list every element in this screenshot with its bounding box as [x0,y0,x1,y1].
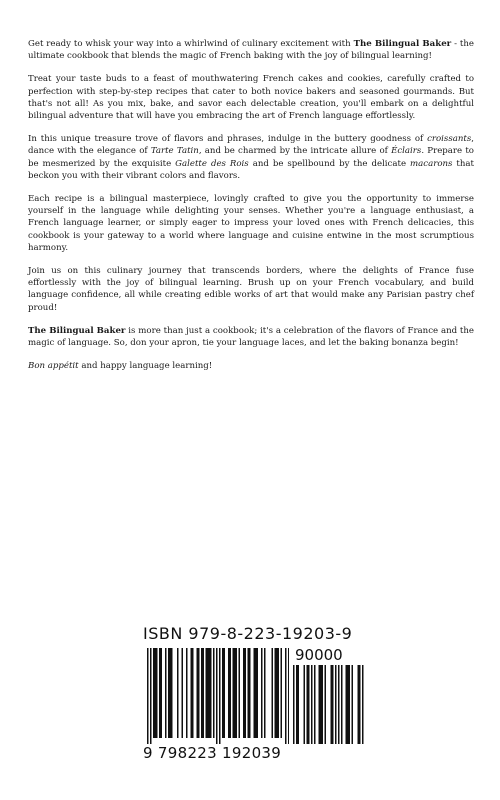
isbn-barcode-block [143,624,379,766]
barcode-bar [314,665,316,744]
barcode-bar [257,648,259,738]
barcode-bar [228,648,230,738]
blurb-paragraph-7: Bon appétit and happy language learning! [28,361,213,372]
barcode-bar [198,648,200,738]
ean13-barcode [147,648,289,744]
barcode-bar [272,648,274,738]
barcode-bar [358,665,360,744]
blurb-paragraph-2: Treat your taste buds to a feast of mouthwatering French cakes and cookies, carefully crafted to perfection with step-by-step recipes that cater to both novice bakers and seasoned gourmands. But that's not all! As you mix, bake, and savor each delectable creation, you'll embark on a delightful bilingual adventure that will have you embracing the art of French language effortlessly. [28,74,474,122]
barcode-bar [293,665,295,744]
barcode-bar [203,648,205,738]
barcode-bar [207,648,209,738]
barcode-bar [276,648,278,738]
barcode-bar [230,648,232,738]
barcode-bar [168,648,170,738]
blurb-paragraph-5: Join us on this culinary journey that transcends borders, where the delights of France fuse effortlessly with the joy of bilingual learning. Brush up on your French vocabulary, and build language confidence, all while creating edible works of art that would make any Parisian pastry chef proud! [28,266,474,313]
barcode-bar [210,648,212,738]
barcode-bar [222,648,224,738]
back-cover-blurb [28,38,474,383]
barcode-bar [307,665,309,744]
barcode-bar [224,648,226,738]
barcode-bar [278,648,280,738]
barcode-bar [191,648,193,738]
barcode-bar [209,648,211,738]
barcode-bar [177,648,179,738]
blurb-paragraph-1: Get ready to whisk your way into a whirlwind of culinary excitement with The Bilingual Baker - the ultimate cookbook that blends the magic of French baking with the joy of bilingual learning! [28,39,474,62]
blurb-paragraph-3: In this unique treasure trove of flavors and phrases, indulge in the buttery goodness of croissants, dance with the elegance of Tarte Tatin, and be charmed by the intricate allure of Éclairs. Prepare to be mesmerized by the exquisite Galette des Rois and be spellbound by the delicate macarons that beckon you with their vibrant colors and flavors. [28,134,474,181]
barcode-digits: 9 798223 192039 [143,744,282,762]
blurb-paragraph-6: The Bilingual Baker is more than just a cookbook; it's a celebration of the flavors of France and the magic of language. So, don your apron, tie your language laces, and let the baking bonanza begin! [28,325,474,349]
barcode-bar [206,648,208,738]
barcode-bar [325,665,327,744]
barcode-bar [352,665,354,744]
barcode-bar [147,648,149,744]
barcode-bar [216,648,218,744]
barcode-bar [236,648,238,738]
barcode-bar [159,648,161,738]
barcode-bar [248,648,250,738]
barcode-bar [192,648,194,738]
barcode-bar [213,648,215,738]
barcode-bar [320,665,322,744]
barcode-bar [264,648,266,738]
blurb-paragraph-4: Each recipe is a bilingual masterpiece, lovingly crafted to give you the opportunity to immerse yourself in the language while delighting your senses. Whether you're a language enthusiast, a French language learner, or simply eager to impress your loved ones with French delicacies, this cookbook is your gateway to a world where language and cuisine entwine in the most scrumptious harmony. [28,194,474,253]
barcode-bar [322,665,324,744]
barcode-bar [362,665,364,744]
barcode-bar [349,665,351,744]
barcode-bar [243,648,245,738]
barcode-bar [311,665,313,744]
addon-code-label: 90000 [295,646,343,664]
barcode-bar [201,648,203,738]
barcode-bar [161,648,163,738]
barcode-bar [346,665,348,744]
barcode-bar [234,648,236,738]
barcode-bar [338,665,340,744]
barcode-bar [332,665,334,744]
barcode-bar [298,665,300,744]
barcode-bar [150,648,152,744]
barcode-bar [261,648,263,738]
barcode-bar [255,648,257,738]
barcode-bar [308,665,310,744]
barcode-bar [249,648,251,738]
barcode-bar [186,648,188,738]
book-title-bold: The Bilingual Baker [353,39,452,49]
barcode-bar [155,648,157,738]
book-title-bold: The Bilingual Baker [28,325,126,336]
barcode-bar [331,665,333,744]
barcode-bar [156,648,158,738]
barcode-bar [347,665,349,744]
barcode-bar [197,648,199,738]
barcode-bar [281,648,283,738]
barcode-bar [296,665,298,744]
barcode-bar [304,665,306,744]
barcode-bar [182,648,184,738]
barcode-bar [219,648,221,744]
barcode-bar [359,665,361,744]
barcode-bar [239,648,241,738]
barcode-bar [245,648,247,738]
barcode-bar [335,665,337,744]
barcode-bar [275,648,277,738]
barcode-bar [341,665,343,744]
barcode-bar [285,648,287,744]
barcode-bar [165,648,167,738]
barcode-bar [319,665,321,744]
barcode-bar [153,648,155,738]
barcode-bar [170,648,172,738]
addon-barcode [293,665,373,744]
barcode-bar [171,648,173,738]
barcode-bar [254,648,256,738]
barcode-bar [233,648,235,738]
barcode-bar [288,648,289,744]
isbn-label: ISBN 979-8-223-19203-9 [143,624,353,643]
